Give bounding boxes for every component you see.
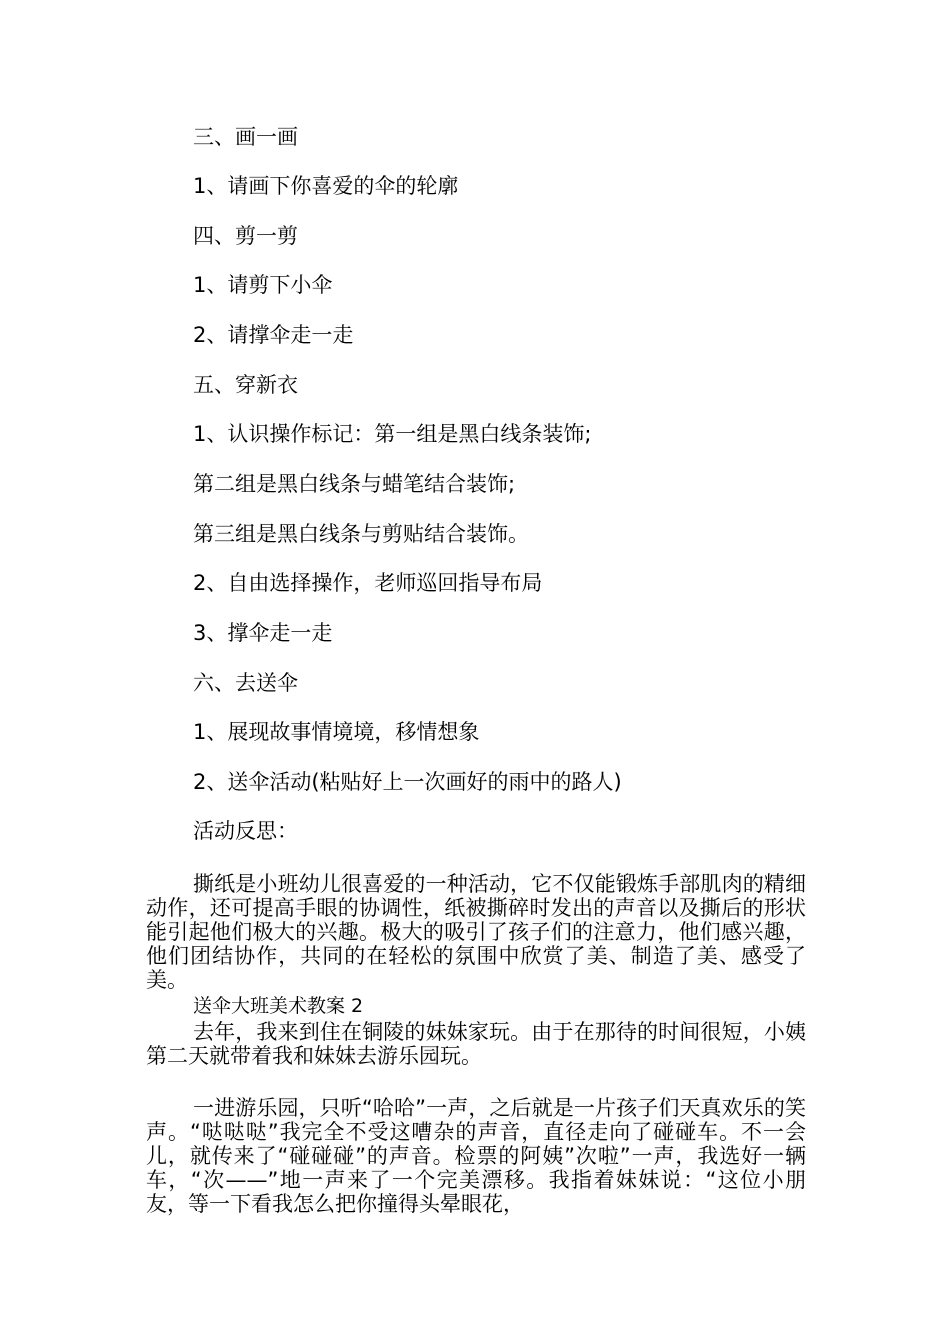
heading-cut: 四、剪一剪 [193, 224, 298, 248]
item-walk-umbrella: 2、请撑伞走一走 [193, 323, 354, 347]
item-walk-umbrella-2: 3、撑伞走一走 [193, 621, 333, 645]
heading-draw: 三、画一画 [193, 125, 298, 149]
heading-new-clothes: 五、穿新衣 [193, 373, 298, 397]
item-group-two: 第二组是黑白线条与蜡笔结合装饰; [193, 472, 516, 496]
item-group-three: 第三组是黑白线条与剪贴结合装饰。 [193, 522, 529, 546]
item-draw-outline: 1、请画下你喜爱的伞的轮廓 [193, 174, 459, 198]
item-cut-umbrella: 1、请剪下小伞 [193, 273, 333, 297]
item-operation-marks: 1、认识操作标记：第一组是黑白线条装饰; [193, 422, 592, 446]
item-deliver-activity: 2、送伞活动(粘贴好上一次画好的雨中的路人) [193, 770, 622, 794]
item-free-choice: 2、自由选择操作，老师巡回指导布局 [193, 571, 543, 595]
story-paragraph-2: 一进游乐园，只听“哈哈”一声，之后就是一片孩子们天真欢乐的笑声。“哒哒哒”我完全不受这嘈杂的声音，直径走向了碰碰车。不一会儿，就传来了“碰碰碰”的声音。检票的阿姨”次啦”一声，我选好一辆车，“次——”地一声来了一个完美漂移。我指着妹妹说：“这位小朋友，等一下看我怎么把你撞得头晕眼花， [146, 1096, 806, 1216]
story-paragraph-1: 去年，我来到住在铜陵的妹妹家玩。由于在那待的时间很短，小姨第二天就带着我和妹妹去游乐园玩。 [146, 1020, 806, 1068]
heading-deliver-umbrella: 六、去送伞 [193, 671, 298, 695]
reflection-paragraph: 撕纸是小班幼儿很喜爱的一种活动，它不仅能锻炼手部肌肉的精细动作，还可提高手眼的协调性，纸被撕碎时发出的声音以及撕后的形状能引起他们极大的兴趣。极大的吸引了孩子们的注意力，他们感兴趣，他们团结协作，共同的在轻松的氛围中欣赏了美、制造了美、感受了美。 [146, 872, 806, 992]
item-story-scene: 1、展现故事情境境，移情想象 [193, 720, 480, 744]
heading-reflection: 活动反思： [193, 819, 298, 843]
section-2-title: 送伞大班美术教案 2 [193, 995, 364, 1017]
